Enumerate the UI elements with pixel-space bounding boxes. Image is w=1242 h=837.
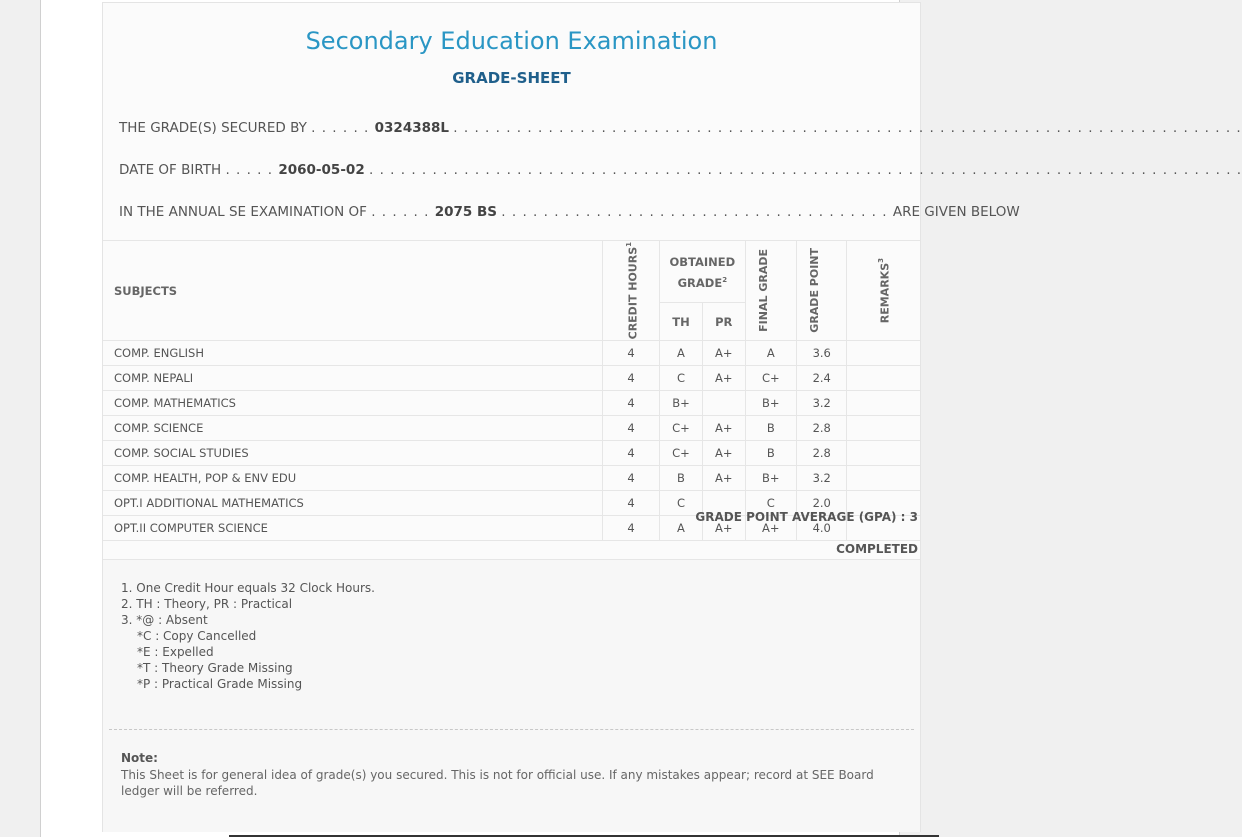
table-row xyxy=(103,441,920,466)
cell-final: A xyxy=(745,341,796,366)
exam-label: IN THE ANNUAL SE EXAMINATION OF xyxy=(119,204,367,220)
cell-th: B xyxy=(660,466,703,491)
cell-final: B+ xyxy=(745,391,796,416)
cell-subject: COMP. SCIENCE xyxy=(103,416,603,441)
legend-item: *T : Theory Grade Missing xyxy=(137,661,293,675)
exam-year: 2075 BS xyxy=(434,204,497,220)
cell-th: A xyxy=(660,341,703,366)
note-text: This Sheet is for general idea of grade(s) you secured. This is not for official use. If any mistakes appear; record at SEE Board ledger will be referred. xyxy=(121,768,874,798)
cell-th: C+ xyxy=(660,416,703,441)
cell-pr: A+ xyxy=(702,441,745,466)
practical-header: PR xyxy=(702,302,745,341)
table-row xyxy=(103,341,920,366)
cell-th: B+ xyxy=(660,391,703,416)
legend-item: *P : Practical Grade Missing xyxy=(137,677,303,691)
page-subtitle: GRADE-SHEET xyxy=(452,69,571,87)
subjects-header: SUBJECTS xyxy=(103,241,603,341)
obtained-grade-header: OBTAINED GRADE$^2$ xyxy=(660,241,746,303)
cell-point: 4.0 xyxy=(797,516,847,541)
legend-item: *E : Expelled xyxy=(137,645,214,659)
cell-pr: A+ xyxy=(702,341,745,366)
table-row xyxy=(103,366,920,391)
cell-credit: 4 xyxy=(603,341,660,366)
cell-remarks xyxy=(847,341,920,366)
cell-pr: A+ xyxy=(702,466,745,491)
cell-remarks xyxy=(847,441,920,466)
cell-final: A+ xyxy=(745,516,796,541)
symbol-number: 0324388L xyxy=(374,120,449,136)
exam-suffix: ARE GIVEN BELOW xyxy=(892,204,1020,220)
cell-final: C xyxy=(745,491,796,516)
final-grade-header: FINAL GRADE xyxy=(745,241,796,341)
cell-pr: A+ xyxy=(702,366,745,391)
note-label: Note: xyxy=(121,751,158,765)
secured-by-line: THE GRADE(S) SECURED BY . . . . . . 0324388L . . . . . . . . . . . . . . . . . . . . . . . . . . . . . . . . . . . . . . . . . . . . . . . . . . . . . . . . . . . . . . . . . . . . . . . . . . . xyxy=(119,120,1242,136)
cell-pr xyxy=(702,391,745,416)
cell-remarks xyxy=(847,466,920,491)
footnotes-section xyxy=(103,559,920,832)
gpa-value: GRADE POINT AVERAGE (GPA) : 3 xyxy=(695,510,918,524)
cell-remarks xyxy=(847,366,920,391)
cell-subject: COMP. MATHEMATICS xyxy=(103,391,603,416)
cell-th: C xyxy=(660,491,703,516)
cell-th: C xyxy=(660,366,703,391)
cell-final: B xyxy=(745,416,796,441)
cell-credit: 4 xyxy=(603,441,660,466)
cell-credit: 4 xyxy=(603,416,660,441)
legend-list xyxy=(121,580,375,692)
cell-pr: A+ xyxy=(702,416,745,441)
grade-sheet xyxy=(102,2,1242,832)
cell-credit: 4 xyxy=(603,391,660,416)
table-row xyxy=(103,416,920,441)
secured-by-label: THE GRADE(S) SECURED BY xyxy=(119,120,307,136)
cell-final: B xyxy=(745,441,796,466)
cell-point: 3.6 xyxy=(797,341,847,366)
legend-item: 1. One Credit Hour equals 32 Clock Hours. xyxy=(121,581,375,595)
cell-point: 2.8 xyxy=(797,416,847,441)
page-title: Secondary Education Examination xyxy=(305,27,718,55)
credit-hours-header: CREDIT HOURS$^1$ xyxy=(603,241,660,341)
table-row xyxy=(103,391,920,416)
cell-point: 3.2 xyxy=(797,391,847,416)
page-container xyxy=(40,0,1242,837)
cell-credit: 4 xyxy=(603,366,660,391)
cell-final: C+ xyxy=(745,366,796,391)
cell-pr: A+ xyxy=(702,516,745,541)
cell-th: C+ xyxy=(660,441,703,466)
legend-item: *C : Copy Cancelled xyxy=(137,629,257,643)
dob-label: DATE OF BIRTH xyxy=(119,162,222,178)
cell-credit: 4 xyxy=(603,516,660,541)
legend-item: 2. TH : Theory, PR : Practical xyxy=(121,597,293,611)
cell-subject: OPT.I ADDITIONAL MATHEMATICS xyxy=(103,491,603,516)
cell-subject: COMP. HEALTH, POP & ENV EDU xyxy=(103,466,603,491)
exam-line: IN THE ANNUAL SE EXAMINATION OF . . . . . . 2075 BS . . . . . . . . . . . . . . . . . . . . . . . . . . . . . . . . . . . . . ARE GIVEN BELOW xyxy=(119,204,1020,220)
cell-remarks xyxy=(847,416,920,441)
remarks-header: REMARKS$^3$ xyxy=(847,241,920,341)
cell-th: A xyxy=(660,516,703,541)
legend-item: 3. *@ : Absent xyxy=(121,613,208,627)
cell-point: 3.2 xyxy=(797,466,847,491)
grades-table xyxy=(103,240,920,541)
dob-line: DATE OF BIRTH . . . . . 2060-05-02 . . . . . . . . . . . . . . . . . . . . . . . . . . . . . . . . . . . . . . . . . . . . . . . . . . . . . . . . . . . . . . . . . . . . . . . . . . . . . . . . . . . xyxy=(119,162,1242,178)
status-text: COMPLETED xyxy=(836,542,918,556)
cell-subject: COMP. ENGLISH xyxy=(103,341,603,366)
cell-subject: COMP. NEPALI xyxy=(103,366,603,391)
cell-subject: COMP. SOCIAL STUDIES xyxy=(103,441,603,466)
cell-point: 2.4 xyxy=(797,366,847,391)
cell-remarks xyxy=(847,391,920,416)
table-row xyxy=(103,466,920,491)
cell-final: B+ xyxy=(745,466,796,491)
dob-value: 2060-05-02 xyxy=(278,162,365,178)
cell-credit: 4 xyxy=(603,491,660,516)
grade-point-header: GRADE POINT xyxy=(797,241,847,341)
theory-header: TH xyxy=(660,302,703,341)
cell-point: 2.0 xyxy=(797,491,847,516)
cell-subject: OPT.II COMPUTER SCIENCE xyxy=(103,516,603,541)
dashed-divider xyxy=(109,729,914,730)
cell-credit: 4 xyxy=(603,466,660,491)
cell-point: 2.8 xyxy=(797,441,847,466)
